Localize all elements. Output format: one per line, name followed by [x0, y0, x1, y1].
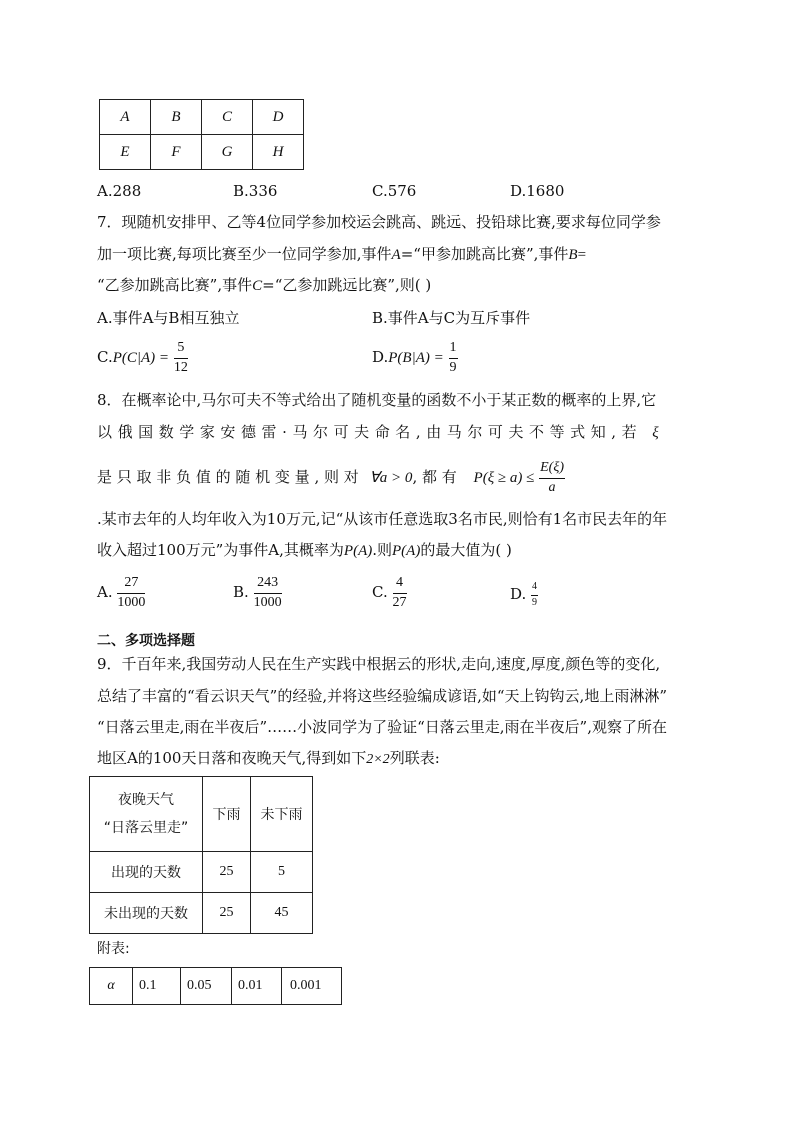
q7-option-d-prefix: D. — [372, 348, 389, 367]
grid-cell: B — [151, 100, 202, 135]
q8-line-5 — [97, 539, 512, 560]
q8-pa: P(A) — [392, 543, 421, 559]
table-corner-header — [90, 777, 203, 852]
fraction-numerator: 27 — [117, 576, 145, 594]
fraction-denominator: 9 — [532, 596, 538, 608]
q7-option-b: B.事件A与C为互斥事件 — [372, 309, 531, 327]
q8-text: 收入超过100万元”为事件A,其概率为 — [97, 541, 344, 559]
table-cell: 5 — [251, 852, 313, 893]
q7-text: 加一项比赛,每项比赛至少一位同学参加,事件 — [97, 245, 392, 263]
q7-option-c-expr: P(C|A) = — [112, 350, 170, 367]
q8-xi: ξ — [652, 425, 660, 441]
appendix-cell: 0.1 — [133, 968, 181, 1005]
q6-option-c: C.576 — [372, 182, 417, 200]
q7-line-1: 7．现随机安排甲、乙等4位同学参加校运会跳高、跳远、投铅球比赛,要求每位同学参 — [97, 213, 661, 231]
table-row — [100, 100, 304, 135]
q7-event-c: C — [252, 278, 263, 294]
q8-text: .则 — [372, 541, 393, 559]
table-row — [90, 852, 313, 893]
q7-option-d-fraction — [449, 341, 458, 375]
fraction-denominator: 9 — [449, 359, 457, 375]
fraction-denominator: a — [548, 479, 556, 495]
q8-option-prefix: B. — [233, 583, 249, 602]
grid-table — [99, 99, 304, 170]
q8-option-prefix: D. — [510, 585, 527, 603]
q8-text: 是 只 取 非 负 值 的 随 机 变 量 , 则 对 — [97, 468, 359, 487]
q9-two-by-two: 2×2 — [366, 752, 390, 767]
q8-option-a — [97, 576, 145, 610]
q8-option-c-fraction — [393, 576, 407, 610]
table-row — [100, 135, 304, 170]
row-header: 出现的天数 — [90, 852, 203, 893]
q8-line-4: .某市去年的人均年收入为10万元,记“从该市任意选取3名市民,则恰有1名市民去年的年 — [97, 510, 668, 528]
grid-cell: A — [100, 100, 151, 135]
fraction-numerator: 243 — [254, 576, 282, 594]
q7-line-2 — [97, 243, 586, 264]
q7-event-a: A — [391, 247, 401, 263]
grid-cell: C — [202, 100, 253, 135]
q6-option-b: B.336 — [233, 182, 278, 200]
q8-line-1: 8．在概率论中,马尔可夫不等式给出了随机变量的函数不小于某正数的概率的上界,它 — [97, 391, 657, 409]
q9-text: 地区A的100天日落和夜晚天气,得到如下 — [97, 749, 367, 767]
q8-text: 以 俄 国 数 学 家 安 德 雷 · 马 尔 可 夫 命 名 , 由 马 尔 可 夫 不 等 式 知 , 若 — [97, 423, 638, 441]
q7-text: =“甲参加跳高比赛”,事件 — [400, 245, 569, 263]
q8-option-d-fraction — [531, 582, 538, 608]
q8-line-2 — [97, 421, 659, 442]
column-header: 下雨 — [203, 777, 251, 852]
grid-cell: H — [253, 135, 304, 170]
fraction-numerator: 4 — [393, 576, 407, 594]
q8-option-d — [510, 582, 538, 608]
q9-line-4 — [97, 747, 440, 768]
corner-header-bottom: “日落云里走” — [103, 820, 189, 836]
q7-option-a: A.事件A与B相互独立 — [97, 309, 240, 327]
q9-line-3: “日落云里走,雨在半夜后”……小波同学为了验证“日落云里走,雨在半夜后”,观察了所在 — [97, 718, 667, 736]
table-row — [90, 968, 342, 1005]
q7-option-c-fraction — [174, 341, 188, 375]
table-row — [90, 777, 313, 852]
q8-forall: ∀a > 0 — [369, 470, 413, 487]
grid-cell: G — [202, 135, 253, 170]
q7-text: =“乙参加跳远比赛”,则( ) — [262, 276, 432, 294]
q8-option-b-fraction — [254, 576, 282, 610]
q6-option-a: A.288 — [97, 182, 142, 200]
fraction-denominator: 12 — [173, 359, 188, 375]
appendix-cell: 0.001 — [282, 968, 342, 1005]
appendix-label: 附表: — [97, 941, 130, 957]
q9-text: 列联表: — [389, 749, 440, 767]
q8-option-c — [372, 576, 407, 610]
fraction-numerator: 4 — [531, 582, 538, 596]
column-header: 未下雨 — [251, 777, 313, 852]
q7-event-b: B — [568, 247, 578, 263]
fraction-denominator: 1000 — [117, 594, 146, 610]
q8-text: 的最大值为( ) — [420, 541, 512, 559]
q9-line-2: 总结了丰富的“看云识天气”的经验,并将这些经验编成谚语,如“天上钩钩云,地上雨淋淋” — [97, 687, 667, 705]
q6-option-d: D.1680 — [510, 182, 565, 200]
q7-option-c — [97, 341, 188, 375]
q8-markov-expr: P(ξ ≥ a) ≤ — [473, 470, 535, 487]
appendix-cell: 0.05 — [181, 968, 232, 1005]
q7-text: “乙参加跳高比赛”,事件 — [97, 276, 253, 294]
q7-line-3 — [97, 274, 431, 295]
section-heading: 二、多项选择题 — [97, 633, 195, 649]
fraction-denominator: 1000 — [253, 594, 282, 610]
fraction-numerator: 5 — [174, 341, 188, 359]
q8-option-prefix: C. — [372, 583, 388, 602]
q8-option-b — [233, 576, 282, 610]
q8-pa: P(A) — [343, 543, 373, 559]
grid-cell: E — [100, 135, 151, 170]
q7-option-c-prefix: C. — [97, 348, 113, 367]
q7-option-d-expr: P(B|A) = — [388, 350, 444, 367]
q8-option-prefix: A. — [97, 583, 113, 602]
fraction-denominator: 27 — [392, 594, 407, 610]
grid-cell: D — [253, 100, 304, 135]
fraction-numerator: E(ξ) — [539, 461, 565, 479]
corner-header-top: 夜晚天气 — [118, 792, 174, 808]
row-header: 未出现的天数 — [90, 893, 203, 934]
appendix-table — [89, 967, 342, 1005]
q8-line-3 — [97, 461, 565, 495]
fraction-numerator: 1 — [449, 341, 458, 359]
q8-text: , 都 有 — [412, 468, 457, 487]
q8-option-a-fraction — [117, 576, 145, 610]
q7-equals: = — [577, 247, 587, 263]
table-cell: 45 — [251, 893, 313, 934]
appendix-cell: 0.01 — [232, 968, 282, 1005]
table-cell: 25 — [203, 852, 251, 893]
appendix-cell: α — [90, 968, 133, 1005]
contingency-table — [89, 776, 313, 934]
q7-option-d — [372, 341, 458, 375]
q8-markov-fraction — [539, 461, 565, 495]
table-cell: 25 — [203, 893, 251, 934]
q9-line-1: 9．千百年来,我国劳动人民在生产实践中根据云的形状,走向,速度,厚度,颜色等的变化, — [97, 655, 661, 673]
grid-cell: F — [151, 135, 202, 170]
table-row — [90, 893, 313, 934]
